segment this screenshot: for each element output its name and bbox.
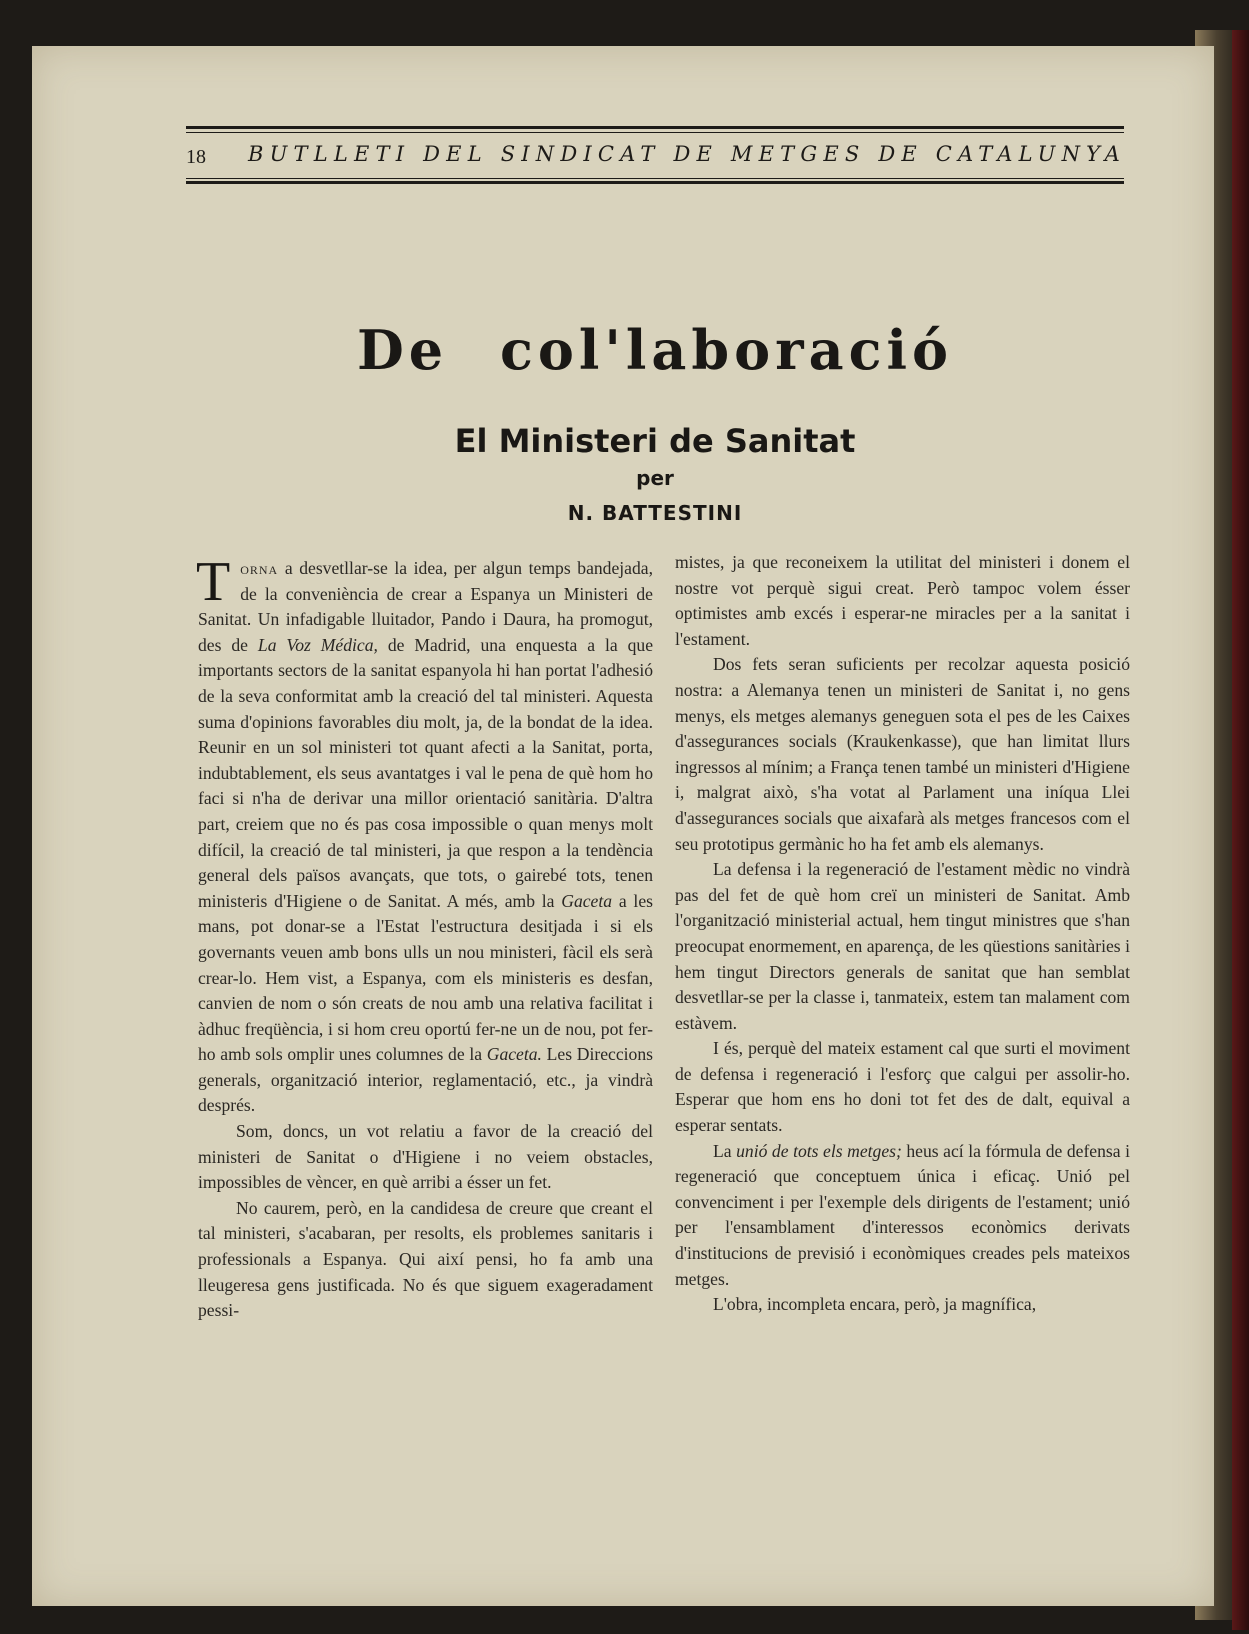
- paragraph-text: de Madrid, una enquesta a la que importants sectors de la sanitat espanyola hi han portat l'adhesió de la seva conformitat amb la creació del tal ministeri. Aquesta suma d'opinions favorables diu molt, ja, de la bondat de la idea. Reunir en un sol ministeri tot quant afecti a la Sanitat, porta, indubtablement, els seus avantatges i val le pena de què hom ho faci si n'ha de derivar una millor orientació sanitària. D'altra part, creiem que no és pas cosa impossible o quan menys molt difícil, la creació de tal ministeri, ja que respon a la tendència general dels països avançats, que tots, o gairebé tots, tenen ministeris d'Higiene o de Sanitat. A més, amb la: [198, 634, 654, 911]
- paragraph: [196, 551, 654, 1119]
- emphasis: La Voz Médica,: [257, 634, 378, 655]
- paragraph-text: a desvetllar-se la idea, per algun temps bandejada, de la conveniència de crear a Espanya un Ministeri de Sanitat. Un infadigable lluitador, Pando i Daura, ha promogut, des de: [198, 558, 653, 655]
- lead-smallcaps: orna: [240, 558, 279, 578]
- emphasis: Gaceta.: [486, 1044, 542, 1065]
- page-number: 18: [186, 146, 206, 168]
- paragraph-text: Les Direccions generals, organització interior, reglamentació, etc., ja vindrà després.: [198, 1044, 653, 1116]
- paragraph: L'obra, incompleta encara, però, ja magnífica,: [713, 1294, 1037, 1315]
- article-title: El Ministeri de Sanitat: [454, 422, 856, 460]
- byline-per: per: [636, 466, 674, 490]
- byline-author: N. BATTESTINI: [567, 501, 743, 525]
- drop-cap: T: [196, 551, 231, 613]
- emphasis: Gaceta: [561, 890, 613, 911]
- emphasis: unió de tots els metges;: [736, 1140, 902, 1161]
- paragraph-text: La: [713, 1140, 737, 1161]
- header-rule-top-thick: [186, 126, 1124, 129]
- running-header: [186, 126, 1124, 186]
- header-rule-bottom-thick: [186, 181, 1124, 184]
- header-rule-bottom-thin: [186, 178, 1124, 179]
- paragraph-text: heus ací la fórmula de defensa i regeneració que conceptuem única i eficaç. Unió pel convenciment i per l'exemple dels dirigents de l'estament; unió per l'ensamblament d'interessos econòmics derivats d'institucions de previsió i econòmiques creades pels mateixos metges.: [675, 1140, 1131, 1289]
- binding-edge: [1232, 30, 1249, 1630]
- paragraph: I és, perquè del mateix estament cal que surti el moviment de defensa i regeneració i l'esforç que calgui per assolir-ho. Esperar que hom ens ho doni tot fet des de dalt, equival a esperar sentats.: [675, 1038, 1130, 1136]
- paragraph: Som, doncs, un vot relatiu a favor de la creació del ministeri de Sanitat o d'Higiene i no veiem obstacles, impossibles de vèncer, en què arribi a ésser un fet.: [198, 1121, 653, 1193]
- journal-title: BUTLLETI DEL SINDICAT DE METGES DE CATALUNYA: [248, 142, 1126, 166]
- paragraph-text: a les mans, pot donar-se a l'Estat l'estructura desitjada i si els governants veuen amb bons ulls un nou ministeri, fàcil els serà crear-lo. Hem vist, a Espanya, com els ministeris es desfan, canvien de nom o són creats de nou amb una relativa facilitat i àdhuc freqüència, i si hom creu oportú fer-ne un de nou, pot fer-ho amb sols omplir unes columnes de la: [198, 890, 653, 1065]
- header-rule-top-thin: [186, 132, 1124, 133]
- paragraph: La defensa i la regeneració de l'estament mèdic no vindrà pas del fet de què hom creï un ministeri de Sanitat. Amb l'organització ministerial actual, hem tingut ministres que s'han preocupat enormement, en aparença, de les qüestions sanitàries i hem tingut Directors generals de sanitat que han semblat desvetllar-se per la classe i, tanmateix, estem tan malament com estàvem.: [675, 859, 1130, 1033]
- paragraph: No caurem, però, en la candidesa de creure que creant el tal ministeri, s'acabaran, per resolts, els problemes sanitaris i professionals a Espanya. Qui així pensi, ho fa amb una lleugeresa gens justificada. No és que siguem exageradament pessi-: [198, 1197, 653, 1321]
- text-column-left: [196, 551, 654, 1324]
- paragraph: mistes, ja que reconeixem la utilitat del ministeri i donem el nostre vot perquè sigui creat. Però tampoc volem ésser optimistes amb excés i esperar-ne miracles per a la sanitat i l'estament.: [675, 552, 1130, 649]
- paragraph: Dos fets seran suficients per recolzar aquesta posició nostra: a Alemanya tenen un ministeri de Sanitat i, no gens menys, els metges alemanys geneguen sota el pes de les Caixes d'assegurances socials (Kraukenkasse), que han limitat llurs ingressos al mínim; a França tenen també un ministeri d'Higiene i, malgrat això, s'ha votat al Parlament una iníqua Llei d'assegurances socials que aixafarà als metges francesos com el seu prototipus germànic ho ha fet amb els alemanys.: [675, 654, 1130, 854]
- text-column-right: [675, 550, 1130, 1318]
- paragraph: [675, 1139, 1130, 1293]
- section-title: De col'laboració: [356, 318, 954, 382]
